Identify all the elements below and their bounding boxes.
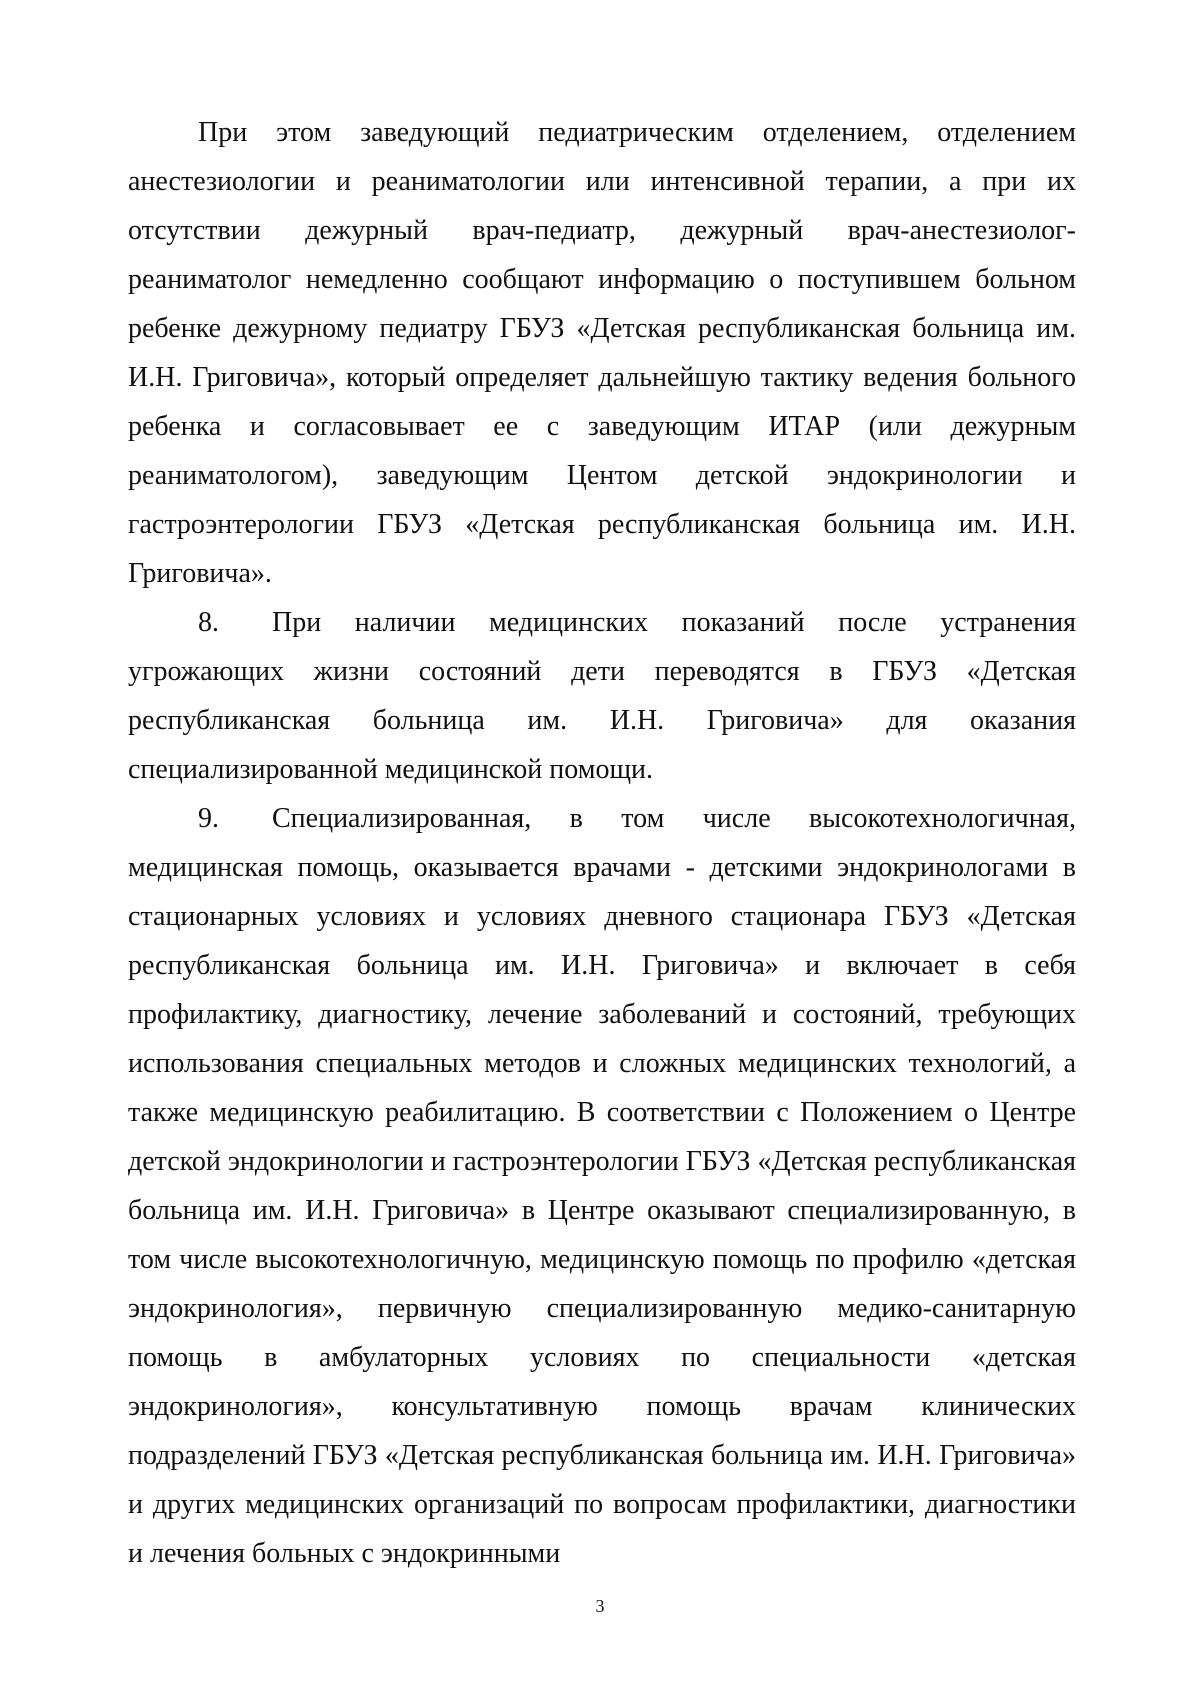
paragraph-item-9: [128, 794, 1076, 1578]
page-number: 3: [595, 1596, 605, 1616]
paragraph-item-8: [128, 598, 1076, 794]
document-body: [128, 108, 1076, 1578]
paragraph-text: Специализированная, в том числе высокотехнологичная, медицинская помощь, оказывается врачами - детскими эндокринологами в стационарных условиях и условиях дневного стационара ГБУЗ «Детская республиканская больница им. И.Н. Григовича» и включает в себя профилактику, диагностику, лечение заболеваний и состояний, требующих использования специальных методов и сложных медицинских технологий, а также медицинскую реабилитацию. В соответствии с Положением о Центре детской эндокринологии и гастроэнтерологии ГБУЗ «Детская республиканская больница им. И.Н. Григовича» в Центре оказывают специализированную, в том числе высокотехнологичную, медицинскую помощь по профилю «детская эндокринология», первичную специализированную медико-санитарную помощь в амбулаторных условиях по специальности «детская эндокринология», консультативную помощь врачам клинических подразделений ГБУЗ «Детская республиканская больница им. И.Н. Григовича» и других медицинских организаций по вопросам профилактики, диагностики и лечения больных с эндокринными: [128, 803, 1076, 1569]
paragraph-continuation: [128, 108, 1076, 598]
paragraph-text: При этом заведующий педиатрическим отделением, отделением анестезиологии и реаниматологии или интенсивной терапии, а при их отсутствии дежурный врач-педиатр, дежурный врач-анестезиолог-реаниматолог немедленно сообщают информацию о поступившем больном ребенке дежурному педиатру ГБУЗ «Детская республиканская больница им. И.Н. Григовича», который определяет дальнейшую тактику ведения больного ребенка и согласовывает ее с заведующим ИТАР (или дежурным реаниматологом), заведующим Центом детской эндокринологии и гастроэнтерологии ГБУЗ «Детская республиканская больница им. И.Н. Григовича».: [128, 117, 1076, 589]
paragraph-text: При наличии медицинских показаний после устранения угрожающих жизни состояний дети переводятся в ГБУЗ «Детская республиканская больница им. И.Н. Григовича» для оказания специализированной медицинской помощи.: [128, 607, 1076, 785]
paragraph-number: 9.: [198, 803, 219, 834]
paragraph-number: 8.: [198, 607, 219, 638]
